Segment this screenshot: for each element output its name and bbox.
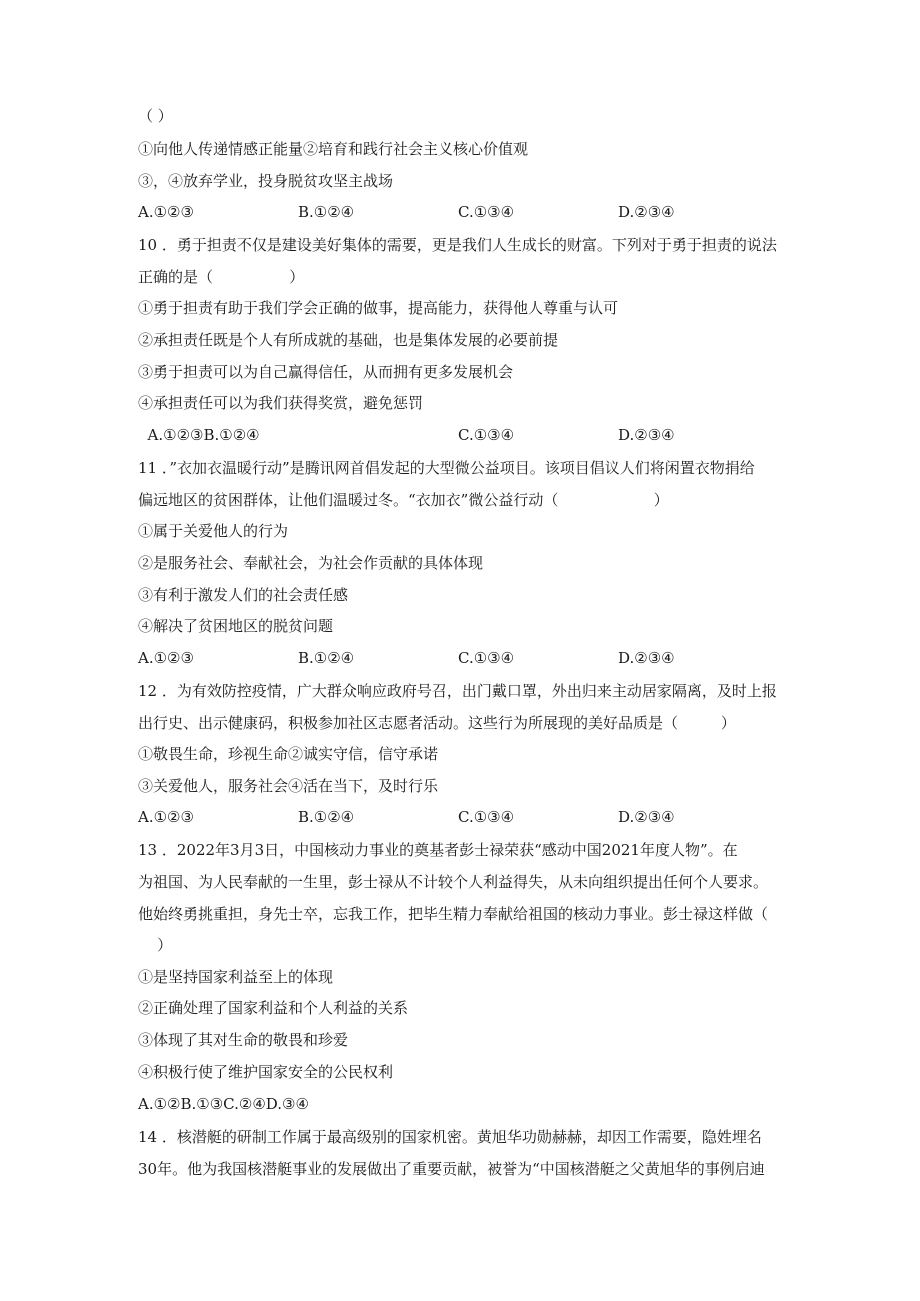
option-c: C.①③④: [458, 649, 515, 667]
q12-options: [138, 807, 838, 827]
option-c: C.①③④: [458, 426, 515, 444]
q9-item-line: ③，④放弃学业，投身脱贫攻坚主战场: [138, 172, 394, 190]
q13-item: ②正确处理了国家利益和个人利益的关系: [138, 999, 409, 1017]
option-c: C.①③④: [458, 808, 515, 826]
q11-options: [138, 648, 838, 668]
option-c: C.①③④: [458, 203, 515, 221]
q14-stem: 14 ．核潜艇的研制工作属于最高级别的国家机密。黄旭华功勋赫赫，却因工作需要，隐姓埋名: [138, 1128, 762, 1146]
option-ab: A.①②③B.①②④: [138, 426, 260, 444]
q13-stem: ）: [138, 936, 173, 954]
q10-item: ③勇于担责可以为自己赢得信任，从而拥有更多发展机会: [138, 363, 514, 381]
q11-item: ①属于关爱他人的行为: [138, 522, 289, 540]
q10-item: ②承担责任既是个人有所成就的基础，也是集体发展的必要前提: [138, 331, 559, 349]
q12-item-line: ①敬畏生命，珍视生命②诚实守信，信守承诺: [138, 745, 439, 763]
option-a: A.①②③: [138, 203, 194, 221]
q13-item: ③体现了其对生命的敬畏和珍爱: [138, 1031, 349, 1049]
option-b: B.①②④: [298, 649, 355, 667]
q12-stem: 出行史、出示健康码，积极参加社区志愿者活动。这些行为所展现的美好品质是（ ）: [138, 714, 736, 732]
q12-stem: 12 ．为有效防控疫情，广大群众响应政府号召，出门戴口罩，外出归来主动居家隔离，及时上报: [138, 682, 777, 700]
option-a: A.①②③: [138, 808, 194, 826]
option-d: D.②③④: [618, 203, 675, 221]
q14-stem: 30年。他为我国核潜艇事业的发展做出了重要贡献，被誉为“中国核潜艇之父黄旭华的事例启迪: [138, 1160, 765, 1178]
option-d: D.②③④: [618, 649, 675, 667]
q10-item: ④承担责任可以为我们获得奖赏，避免惩罚: [138, 394, 424, 412]
q11-item: ②是服务社会、奉献社会，为社会作贡献的具体体现: [138, 554, 484, 572]
q10-stem: 正确的是（ ）: [138, 268, 305, 286]
option-b: B.①②④: [298, 808, 355, 826]
q10-options: [138, 425, 838, 445]
q13-stem: 为祖国、为人民奉献的一生里，彭士禄从不计较个人利益得失，从未向组织提出任何个人要求。: [138, 873, 769, 891]
q13-item: ①是坚持国家利益至上的体现: [138, 968, 334, 986]
q13-item: ④积极行使了维护国家安全的公民权利: [138, 1063, 394, 1081]
q11-stem: 11 ．”衣加衣温暖行动”是腾讯网首倡发起的大型微公益项目。该项目倡议人们将闲置衣物捐给: [138, 459, 755, 477]
q12-item-line: ③关爱他人，服务社会④活在当下，及时行乐: [138, 777, 439, 795]
option-d: D.②③④: [618, 808, 675, 826]
q11-stem: 偏远地区的贫困群体，让他们温暖过冬。“衣加衣”微公益行动（ ）: [138, 491, 669, 509]
q10-stem: 10 ．勇于担责不仅是建设美好集体的需要，更是我们人生成长的财富。下列对于勇于担责的说法: [138, 236, 777, 254]
q13-stem: 13 ．2022年3月3日，中国核动力事业的奠基者彭士禄荣获“感动中国2021年度人物”。在: [138, 841, 738, 859]
q9-item-line: ①向他人传递情感正能量②培育和践行社会主义核心价值观: [138, 140, 529, 158]
option-d: D.②③④: [618, 426, 675, 444]
q9-bracket: （ ）: [138, 107, 173, 125]
q9-options: [138, 202, 838, 222]
option-b: B.①②④: [298, 203, 355, 221]
q11-item: ④解决了贫困地区的脱贫问题: [138, 617, 334, 635]
q10-item: ①勇于担责有助于我们学会正确的做事，提高能力，获得他人尊重与认可: [138, 299, 619, 317]
q13-options: A.①②B.①③C.②④D.③④: [138, 1095, 309, 1113]
q11-item: ③有利于激发人们的社会责任感: [138, 586, 349, 604]
q13-stem: 他始终勇挑重担，身先士卒，忘我工作，把毕生精力奉献给祖国的核动力事业。彭士禄这样做（: [138, 905, 769, 923]
option-a: A.①②③: [138, 649, 194, 667]
